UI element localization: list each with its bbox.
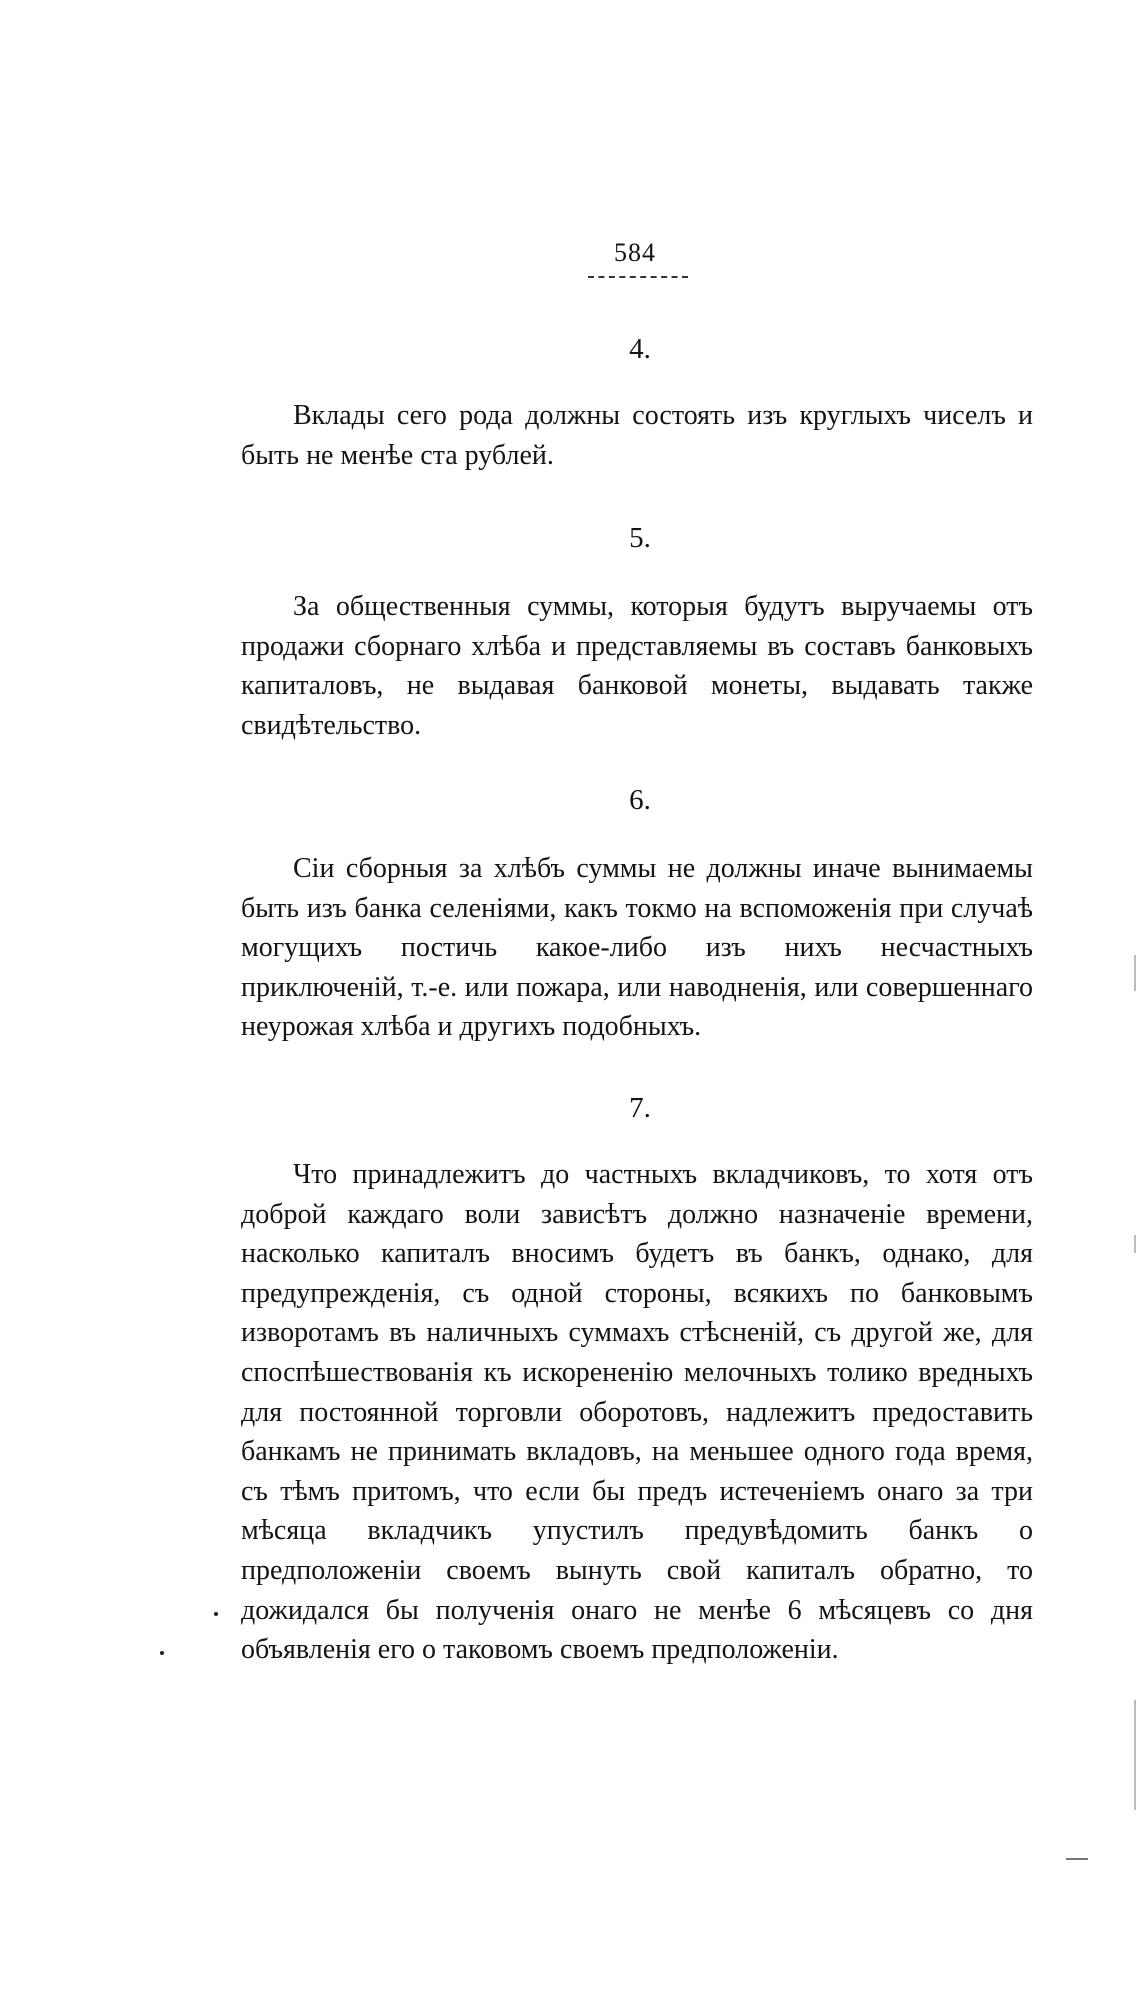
page-number-rule bbox=[588, 276, 688, 278]
section-number-4: 4. bbox=[629, 333, 651, 365]
scan-speck bbox=[214, 1612, 218, 1616]
scan-speck bbox=[160, 1651, 164, 1655]
section-6-paragraph: Сіи сборныя за хлѣбъ суммы не должны иначе вынимаемы быть изъ банка селеніями, какъ токмо на вспоможенія при случаѣ могущихъ постичь какое-либо изъ нихъ несчастныхъ приключеній, т.-е. или пожара, или наводненія, или совершеннаго неурожая хлѣба и другихъ подобныхъ. bbox=[241, 853, 1033, 1043]
scan-edge-mark bbox=[1134, 1700, 1136, 1810]
section-number-5: 5. bbox=[629, 522, 651, 554]
section-number-6: 6. bbox=[629, 784, 651, 816]
scan-dash-mark bbox=[1066, 1858, 1088, 1860]
section-4-paragraph: Вклады сего рода должны состоять изъ круглыхъ чиселъ и быть не менѣе ста рублей. bbox=[241, 400, 1033, 471]
page-number: 584 bbox=[614, 238, 656, 267]
section-7-paragraph: Что принадлежитъ до частныхъ вкладчиковъ, то хотя отъ доброй каждаго воли зависѣтъ должно назначеніе времени, насколько капиталъ вносимъ будетъ въ банкъ, однако, для предупрежденія, съ одной стороны, всякихъ по банковымъ изворотамъ въ наличныхъ суммахъ стѣсненій, съ другой же, для споспѣшествованія къ искорененію мелочныхъ толико вредныхъ для постоянной торговли оборотовъ, надлежитъ предоставить банкамъ не принимать вкладовъ, на меньшее одного года время, съ тѣмъ притомъ, что если бы предъ истеченіемъ онаго за три мѣсяца вкладчикъ упустилъ предувѣдомить банкъ о предположеніи своемъ вынуть свой капиталъ обратно, то дожидался бы полученія онаго не менѣе 6 мѣсяцевъ со дня объявленія его о таковомъ своемъ предположеніи. bbox=[241, 1159, 1033, 1666]
section-5-paragraph: За общественныя суммы, которыя будутъ выручаемы отъ продажи сборнаго хлѣба и представляемы въ составъ банковыхъ капиталовъ, не выдавая банковой монеты, выдавать также свидѣтельство. bbox=[241, 591, 1033, 741]
scan-edge-mark bbox=[1134, 1235, 1136, 1253]
scan-edge-mark bbox=[1134, 955, 1136, 991]
section-number-7: 7. bbox=[629, 1092, 651, 1124]
